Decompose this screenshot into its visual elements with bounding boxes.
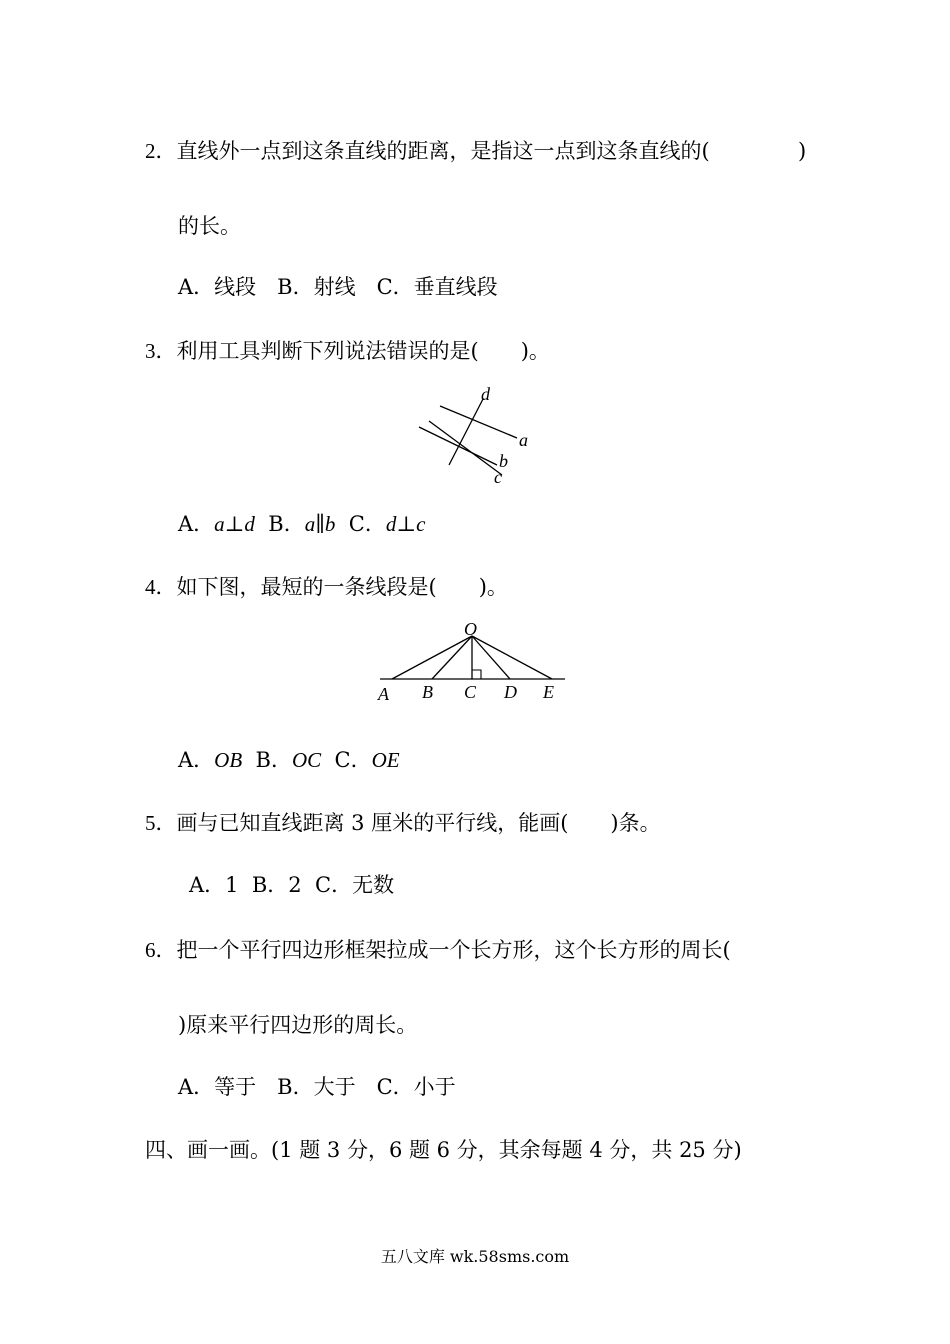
q3-opt-a-label: A．: [178, 512, 215, 536]
q5-text: 画与已知直线距离 3 厘米的平行线，能画( )条。: [176, 811, 661, 835]
q2-number: 2．: [145, 139, 177, 163]
q4-opt-a-label: A．: [178, 748, 215, 772]
q4-opt-a: OB: [214, 748, 243, 772]
q4-figure: [370, 618, 570, 708]
q3-text: 利用工具判断下列说法错误的是( )。: [176, 339, 550, 363]
q3-options: [178, 510, 425, 538]
q6-text-line1: 把一个平行四边形框架拉成一个长方形，这个长方形的周长(: [176, 938, 731, 962]
q4-number: 4．: [145, 575, 177, 599]
q3-opt-b-label: B．: [268, 512, 305, 536]
q4-options: [178, 746, 400, 774]
line-c: [429, 421, 502, 475]
section4-title: 四、画一画。(1 题 3 分，6 题 6 分，其余每题 4 分，共 25 分): [145, 1138, 742, 1162]
q3-opt-c: d⊥c: [385, 512, 426, 536]
q3-number: 3．: [145, 339, 177, 363]
q4-opt-b: OC: [291, 748, 322, 772]
q5-number: 5．: [145, 811, 177, 835]
q6-number: 6．: [145, 938, 177, 962]
q2-text-line2: 的长。: [178, 214, 241, 238]
label-b: b: [499, 451, 508, 471]
right-angle-mark: [472, 670, 481, 679]
q6-line1: [145, 936, 731, 964]
q4-opt-c: OE: [371, 748, 400, 772]
line-a: [440, 406, 517, 438]
q2-options: A．线段 B．射线 C．垂直线段: [178, 275, 498, 299]
q2-paren-close: ): [798, 139, 807, 163]
q6-text-line2: )原来平行四边形的周长。: [178, 1013, 418, 1037]
q4-opt-c-label: C．: [334, 748, 372, 772]
segment-OA: [392, 636, 472, 679]
label-a: a: [519, 430, 528, 450]
line-b: [419, 427, 497, 465]
q4-text: 如下图，最短的一条线段是( )。: [176, 575, 508, 599]
segment-OD: [472, 636, 510, 679]
label-c: c: [494, 467, 502, 487]
label-O: O: [464, 619, 477, 639]
q3-figure: [405, 383, 545, 488]
label-d: d: [481, 384, 490, 404]
q5-line: [145, 809, 661, 837]
q4-opt-b-label: B．: [255, 748, 292, 772]
q6-options: A．等于 B．大于 C．小于: [178, 1075, 456, 1099]
q3-line: [145, 337, 550, 365]
label-E: E: [543, 682, 554, 702]
label-D: D: [504, 682, 517, 702]
q2-line1: [145, 137, 710, 165]
segment-OB: [432, 636, 472, 679]
q4-line: [145, 573, 508, 601]
segment-OE: [472, 636, 552, 679]
q3-opt-a: a⊥d: [214, 512, 255, 536]
q3-opt-c-label: C．: [348, 512, 386, 536]
q3-opt-b: a∥b: [304, 512, 336, 536]
q2-text-line1: 直线外一点到这条直线的距离，是指这一点到这条直线的(: [176, 139, 710, 163]
q5-options: A．1 B．2 C．无数: [189, 873, 395, 897]
label-C: C: [464, 682, 477, 702]
page-footer: 五八文库 wk.58sms.com: [380, 1247, 570, 1266]
label-B: B: [422, 682, 433, 702]
label-A: A: [378, 684, 389, 704]
